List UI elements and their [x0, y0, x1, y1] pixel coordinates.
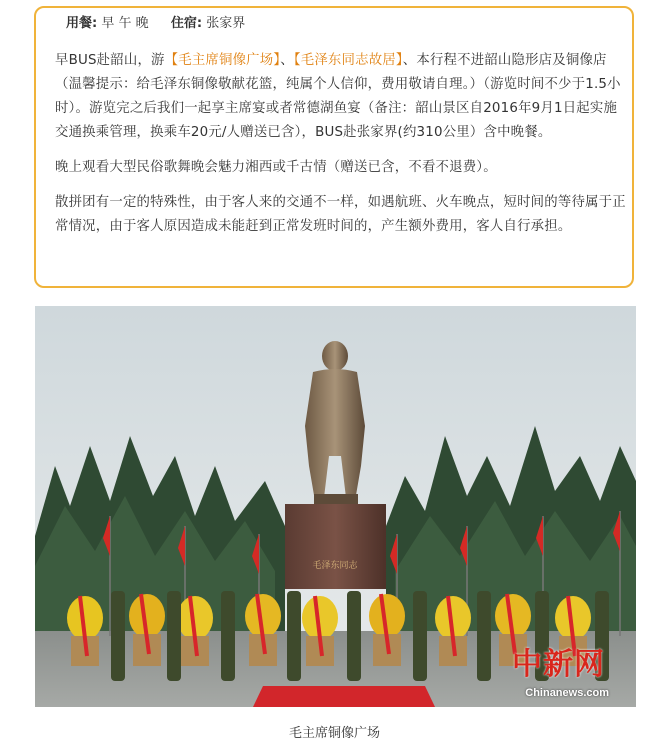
meals-label: 用餐: — [66, 16, 98, 31]
itinerary-content — [55, 49, 627, 250]
red-carpet — [253, 686, 435, 707]
paragraph-1-text-a: 早BUS赴韶山，游 — [55, 53, 165, 68]
lodging-value: 张家界 — [206, 16, 246, 31]
attraction-link-former-residence[interactable]: 【毛泽东同志故居】 — [293, 53, 403, 68]
lodging-label: 住宿: — [170, 16, 203, 31]
paragraph-1-text-b: 、本行程不进韶山隐形店及铜像店（温馨提示：给毛泽东铜像敬献花篮，纯属个人信仰，费用敬请自理。）（游览时间不少于1.5小时）。游览完之后我们一起享主席宴或者常德湖鱼宴（备注：韶山景区自2016年9月1日起实施交通换乘管理，换乘车20元/人赠送已含），BUS赴张家界(约310公里）含中晚餐。 — [55, 53, 621, 140]
photo-caption: 毛主席铜像广场 — [288, 726, 380, 741]
watermark-logo-chinese: 中新网 — [512, 647, 605, 682]
paragraph-1-separator: 、 — [280, 53, 294, 68]
attraction-link-statue-square[interactable]: 【毛主席铜像广场】 — [164, 53, 281, 68]
statue-square-photo — [35, 306, 636, 707]
itinerary-paragraph-2: 晚上观看大型民俗歌舞晚会魅力湘西或千古情（赠送已含，不看不退费）。 — [55, 160, 497, 175]
meta-line — [66, 15, 245, 33]
meals-value: 早 午 晚 — [101, 16, 149, 31]
itinerary-paragraph-3: 散拼团有一定的特殊性，由于客人来的交通不一样，如遇航班、火车晚点，短时间的等待属于正常情况，由于客人原因造成未能赶到正常发班时间的，产生额外费用，客人自行承担。 — [55, 195, 626, 234]
watermark-logo-english: Chinanews.com — [525, 687, 609, 699]
itinerary-day-box — [34, 6, 634, 288]
statue-plinth — [285, 504, 386, 589]
plinth-inscription: 毛泽东同志 — [312, 561, 358, 571]
itinerary-paragraph-1 — [55, 49, 627, 145]
